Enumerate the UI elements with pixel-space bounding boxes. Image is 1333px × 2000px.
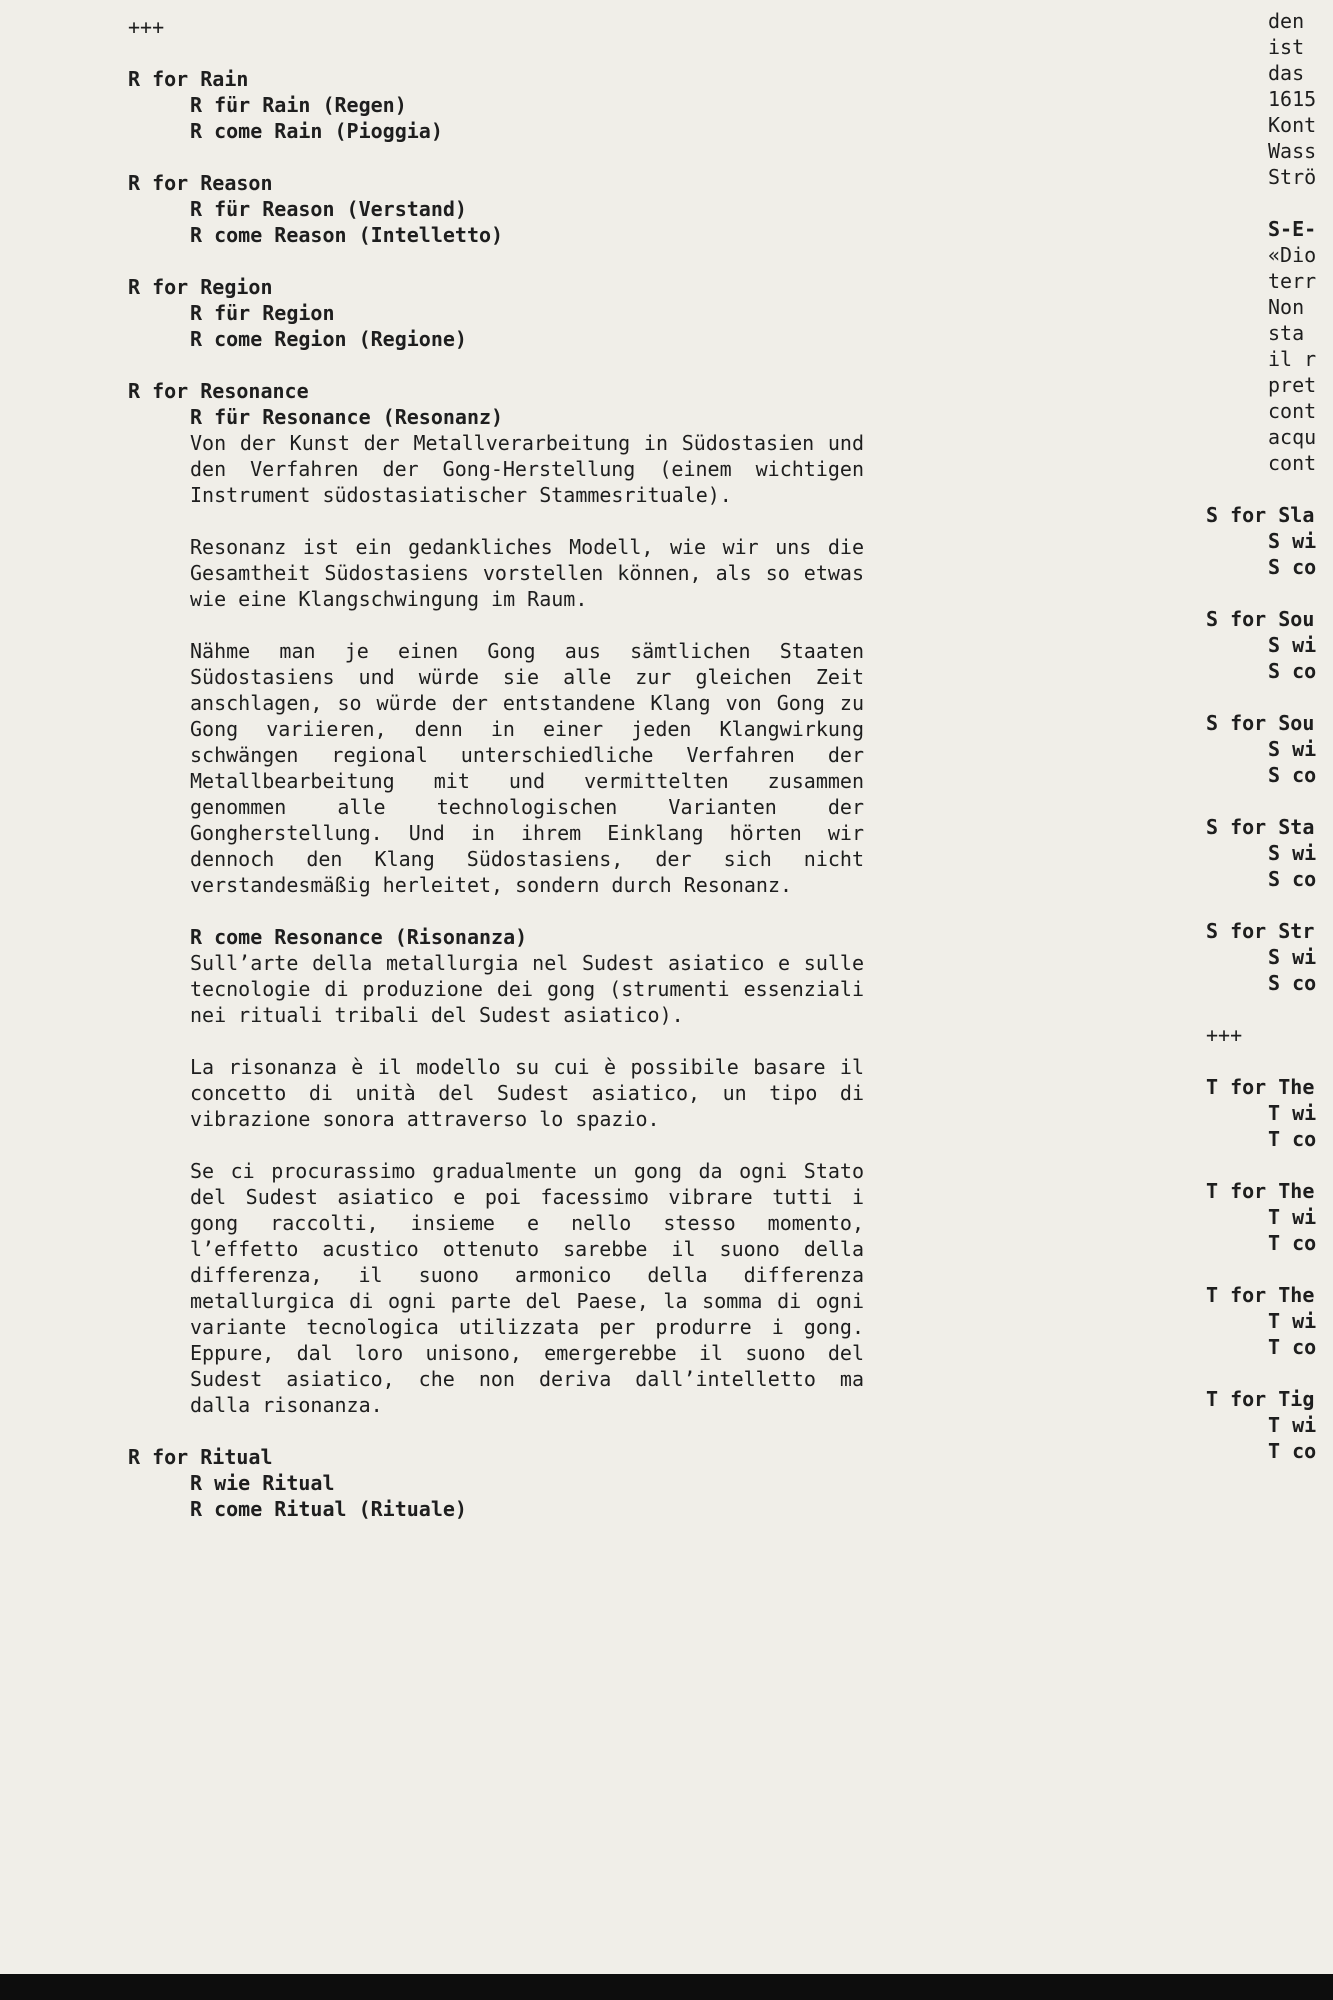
entry-title: S for Str <box>1206 919 1315 943</box>
left-column <box>128 14 877 1522</box>
entry-translation: T co <box>1268 1231 1317 1255</box>
entry-translation: R come Reason (Intelletto) <box>190 223 504 247</box>
entry-paragraph: Resonanz ist ein gedankliches Modell, wie wir uns die Gesamtheit Südostasiens vorstellen können, als so etwas wie eine Klangschwingung im Raum. <box>190 535 877 611</box>
entry-title: R for Ritual <box>128 1445 273 1469</box>
entry-title: R for Reason <box>128 171 273 195</box>
entry-title: S for Sou <box>1206 711 1315 735</box>
clipped-text-line: sta <box>1268 321 1305 345</box>
blank-line <box>1206 190 1333 216</box>
entry-translation: S co <box>1268 555 1317 579</box>
entry-translation: S wi <box>1268 737 1317 761</box>
blank-line <box>1206 476 1333 502</box>
entry-translation: R für Rain (Regen) <box>190 93 407 117</box>
clipped-text-line: Kont <box>1268 113 1317 137</box>
entry-translation: S co <box>1268 971 1317 995</box>
entry-translation: R come Resonance (Risonanza) <box>190 925 528 949</box>
entry-translation: S wi <box>1268 945 1317 969</box>
entry-translation: S wi <box>1268 633 1317 657</box>
entry-title: R for Rain <box>128 67 249 91</box>
entry-translation: R wie Ritual <box>190 1471 335 1495</box>
blank-line <box>1206 1256 1333 1282</box>
entry-translation: T co <box>1268 1439 1317 1463</box>
entry-paragraph: Se ci procurassimo gradualmente un gong da ogni Stato del Sudest asiatico e poi facessimo vibrare tutti i gong raccolti, insieme e nello stesso momento, l’effetto acustico ottenuto sarebbe il suono della differenza, il suono armonico della differenza metallurgica di ogni parte del Paese, la somma di ogni variante tecnologica utilizzata per produrre i gong. Eppure, dal loro unisono, emergerebbe il suono del Sudest asiatico, che non deriva dall’intelletto ma dalla risonanza. <box>190 1159 877 1417</box>
blank-line <box>128 144 864 170</box>
blank-line <box>128 898 864 924</box>
blank-line <box>128 352 864 378</box>
clipped-text-line: cont <box>1268 451 1317 475</box>
clipped-text-line: pret <box>1268 373 1317 397</box>
clipped-text-line: Wass <box>1268 139 1317 163</box>
blank-line <box>1206 892 1333 918</box>
entry-title: T for The <box>1206 1283 1315 1307</box>
blank-line <box>128 508 864 534</box>
entry-translation: T wi <box>1268 1413 1317 1437</box>
blank-line <box>1206 580 1333 606</box>
entry-translation: S co <box>1268 763 1317 787</box>
clipped-text-line: Non <box>1268 295 1305 319</box>
entry-paragraph: La risonanza è il modello su cui è possibile basare il concetto di unità del Sudest asiatico, un tipo di vibrazione sonora attraverso lo spazio. <box>190 1055 877 1131</box>
entry-title: S for Sou <box>1206 607 1315 631</box>
entry-translation: T wi <box>1268 1205 1317 1229</box>
entry-translation: T wi <box>1268 1309 1317 1333</box>
blank-line <box>128 40 864 66</box>
blank-line <box>1206 684 1333 710</box>
clipped-text-line: terr <box>1268 269 1317 293</box>
blank-line <box>1206 788 1333 814</box>
entry-translation: S wi <box>1268 529 1317 553</box>
entry-translation: S wi <box>1268 841 1317 865</box>
section-divider: +++ <box>128 15 165 39</box>
entry-title: T for The <box>1206 1179 1315 1203</box>
clipped-text-line: den <box>1268 9 1305 33</box>
entry-translation: T wi <box>1268 1101 1317 1125</box>
entry-paragraph: Von der Kunst der Metallverarbeitung in Südostasien und den Verfahren der Gong-Herstellung (einem wichtigen Instrument südostasiatischer Stammesrituale). <box>190 431 877 507</box>
blank-line <box>128 1132 864 1158</box>
entry-title: T for The <box>1206 1075 1315 1099</box>
clipped-text-line: Strö <box>1268 165 1317 189</box>
blank-line <box>128 248 864 274</box>
entry-translation: R für Reason (Verstand) <box>190 197 467 221</box>
section-divider: +++ <box>1206 1023 1243 1047</box>
entry-translation: S co <box>1268 659 1317 683</box>
blank-line <box>128 1028 864 1054</box>
clipped-text-line: «Dio <box>1268 243 1317 267</box>
entry-title: S for Sta <box>1206 815 1315 839</box>
entry-translation: R für Resonance (Resonanz) <box>190 405 504 429</box>
blank-line <box>128 1418 864 1444</box>
entry-translation: R come Rain (Pioggia) <box>190 119 443 143</box>
blank-line <box>1206 1048 1333 1074</box>
entry-translation: R come Ritual (Rituale) <box>190 1497 467 1521</box>
entry-title: S for Sla <box>1206 503 1315 527</box>
entry-title: T for Tig <box>1206 1387 1315 1411</box>
entry-title: R for Region <box>128 275 273 299</box>
clipped-text-line: il r <box>1268 347 1317 371</box>
entry-title: R for Resonance <box>128 379 309 403</box>
clipped-heading-line: S-E- <box>1268 217 1317 241</box>
entry-translation: S co <box>1268 867 1317 891</box>
entry-paragraph: Sull’arte della metallurgia nel Sudest asiatico e sulle tecnologie di produzione dei gong (strumenti essenziali nei rituali tribali del Sudest asiatico). <box>190 951 877 1027</box>
clipped-text-line: acqu <box>1268 425 1317 449</box>
page-bottom-edge <box>0 1974 1333 2000</box>
clipped-text-line: das <box>1268 61 1305 85</box>
entry-translation: R come Region (Regione) <box>190 327 467 351</box>
clipped-text-line: ist <box>1268 35 1305 59</box>
blank-line <box>1206 1360 1333 1386</box>
blank-line <box>1206 1152 1333 1178</box>
entry-translation: T co <box>1268 1335 1317 1359</box>
entry-translation: T co <box>1268 1127 1317 1151</box>
blank-line <box>128 612 864 638</box>
blank-line <box>1206 996 1333 1022</box>
right-column <box>1206 8 1333 1464</box>
clipped-text-line: 1615 <box>1268 87 1317 111</box>
clipped-text-line: cont <box>1268 399 1317 423</box>
entry-paragraph: Nähme man je einen Gong aus sämtlichen Staaten Südostasiens und würde sie alle zur gleichen Zeit anschlagen, so würde der entstandene Klang von Gong zu Gong variieren, denn in einer jeden Klangwirkung schwängen regional unterschiedliche Verfahren der Metallbearbeitung mit und vermittelten zusammen genommen alle technologischen Varianten der Gongherstellung. Und in ihrem Einklang hörten wir dennoch den Klang Südostasiens, der sich nicht verstandesmäßig herleitet, sondern durch Resonanz. <box>190 639 877 897</box>
entry-translation: R für Region <box>190 301 335 325</box>
